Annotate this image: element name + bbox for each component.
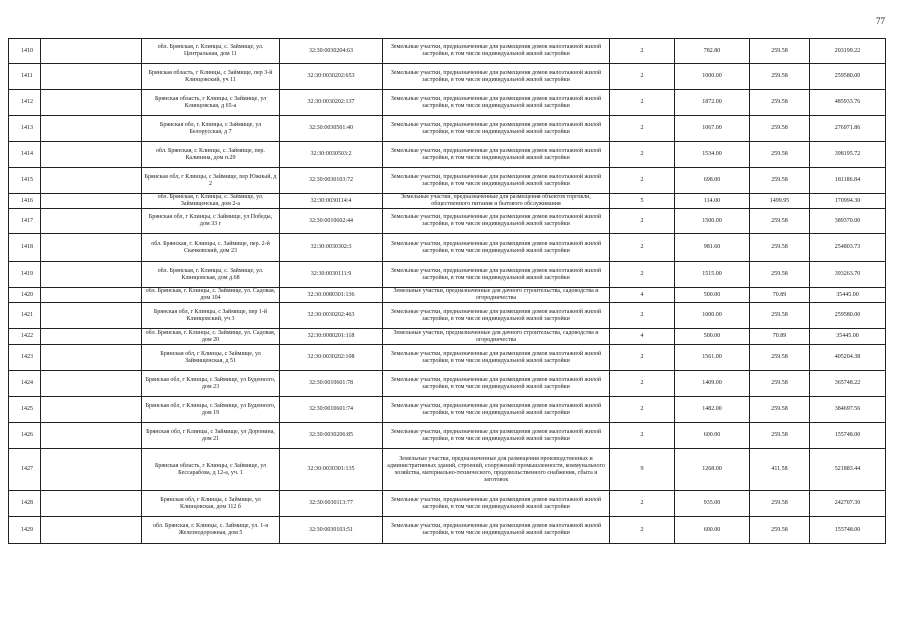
num-cell: 1429 <box>9 517 41 544</box>
area-cell: 600.00 <box>675 517 750 544</box>
cadastral-cell: 32:30:0010601:74 <box>280 397 383 423</box>
spacer-cell <box>41 517 142 544</box>
area-cell: 981.60 <box>675 234 750 262</box>
value-cell: 242707.30 <box>810 491 886 517</box>
cadastral-cell: 32:30:0030301:135 <box>280 449 383 491</box>
num-cell: 1425 <box>9 397 41 423</box>
address-cell: обл. Брянская, г. Клинцы, с. Займище, ул. Садовая, дом 20 <box>142 329 280 345</box>
address-cell: Брянская обл, г Клинцы, с Займище, ул Победы, дом 33 г <box>142 209 280 234</box>
purpose-cell: Земельные участки, предназначенные для размещения домов малоэтажной жилой застройки, в том числе индивидуальной жилой застройки <box>383 64 610 90</box>
address-cell: Брянская обл, г. Клинцы, с Займище, ул Белорусская, д 7 <box>142 116 280 142</box>
area-cell: 500.00 <box>675 288 750 303</box>
table-row <box>9 168 886 194</box>
value-cell: 170994.30 <box>810 194 886 209</box>
group-cell: 4 <box>610 288 675 303</box>
group-cell: 2 <box>610 168 675 194</box>
purpose-cell: Земельные участки, предназначенные для размещения домов малоэтажной жилой застройки, в том числе индивидуальной жилой застройки <box>383 209 610 234</box>
spacer-cell <box>41 262 142 288</box>
num-cell: 1417 <box>9 209 41 234</box>
cadastral-cell: 32:30:0030202:108 <box>280 345 383 371</box>
spacer-cell <box>41 371 142 397</box>
group-cell: 2 <box>610 491 675 517</box>
table-row <box>9 90 886 116</box>
value-cell: 35445.00 <box>810 329 886 345</box>
num-cell: 1413 <box>9 116 41 142</box>
area-cell: 1561.00 <box>675 345 750 371</box>
value-cell: 405204.38 <box>810 345 886 371</box>
rate-cell: 259.58 <box>750 64 810 90</box>
purpose-cell: Земельные участки, предназначенные для размещения домов малоэтажной жилой застройки, в том числе индивидуальной жилой застройки <box>383 303 610 329</box>
rate-cell: 411.58 <box>750 449 810 491</box>
table-row <box>9 329 886 345</box>
rate-cell: 259.58 <box>750 209 810 234</box>
value-cell: 398195.72 <box>810 142 886 168</box>
purpose-cell: Земельные участки, предназначенные для размещения объектов торговли, общественного питания и бытового обслуживания <box>383 194 610 209</box>
spacer-cell <box>41 345 142 371</box>
num-cell: 1412 <box>9 90 41 116</box>
rate-cell: 1499.95 <box>750 194 810 209</box>
rate-cell: 259.58 <box>750 345 810 371</box>
num-cell: 1411 <box>9 64 41 90</box>
area-cell: 114.00 <box>675 194 750 209</box>
rate-cell: 259.58 <box>750 517 810 544</box>
num-cell: 1422 <box>9 329 41 345</box>
address-cell: Брянская обл, г Клинцы, с Займище, ул Займищенская, д 51 <box>142 345 280 371</box>
purpose-cell: Земельные участки, предназначенные для размещения домов малоэтажной жилой застройки, в том числе индивидуальной жилой застройки <box>383 397 610 423</box>
area-cell: 782.80 <box>675 39 750 64</box>
rate-cell: 259.58 <box>750 491 810 517</box>
cadastral-cell: 32:30:0080201:118 <box>280 329 383 345</box>
area-cell: 1500.00 <box>675 209 750 234</box>
group-cell: 4 <box>610 329 675 345</box>
address-cell: Брянская область, г Клинцы, с Займище, ул Бессарабова, д 12-а, уч. 1 <box>142 449 280 491</box>
cadastral-cell: 32:30:0030113:77 <box>280 491 383 517</box>
num-cell: 1419 <box>9 262 41 288</box>
address-cell: обл. Брянская, г. Клинцы, с. Займище, ул. Займищенская, дом 2-а <box>142 194 280 209</box>
num-cell: 1421 <box>9 303 41 329</box>
cadastral-cell: 32:30:0030501:40 <box>280 116 383 142</box>
area-cell: 1872.00 <box>675 90 750 116</box>
address-cell: Брянская обл, г Клинцы, с Займище, ул Клинцовская, дом 112 б <box>142 491 280 517</box>
cadastral-cell: 32:30:0030204:63 <box>280 39 383 64</box>
rate-cell: 259.58 <box>750 39 810 64</box>
table-row <box>9 64 886 90</box>
value-cell: 485933.76 <box>810 90 886 116</box>
group-cell: 2 <box>610 64 675 90</box>
area-cell: 1000.00 <box>675 303 750 329</box>
cadastral-cell: 32:30:0030111:9 <box>280 262 383 288</box>
cadastral-value-table <box>8 38 886 544</box>
purpose-cell: Земельные участки, предназначенные для размещения домов малоэтажной жилой застройки, в том числе индивидуальной жилой застройки <box>383 234 610 262</box>
num-cell: 1416 <box>9 194 41 209</box>
spacer-cell <box>41 39 142 64</box>
group-cell: 2 <box>610 262 675 288</box>
group-cell: 2 <box>610 517 675 544</box>
address-cell: Брянская обл, г Клинцы, с Займище, пер 1-й Клинцовский, уч 3 <box>142 303 280 329</box>
group-cell: 2 <box>610 345 675 371</box>
table-row <box>9 397 886 423</box>
area-cell: 600.00 <box>675 423 750 449</box>
group-cell: 2 <box>610 234 675 262</box>
spacer-cell <box>41 209 142 234</box>
table-row <box>9 194 886 209</box>
cadastral-cell: 32:30:0030302:3 <box>280 234 383 262</box>
spacer-cell <box>41 397 142 423</box>
spacer-cell <box>41 116 142 142</box>
rate-cell: 259.58 <box>750 423 810 449</box>
cadastral-cell: 32:30:0010602:44 <box>280 209 383 234</box>
area-cell: 1534.00 <box>675 142 750 168</box>
address-cell: обл. Брянская, г. Клинцы, с. Займище, ул. Клинцовская, дом д.68 <box>142 262 280 288</box>
purpose-cell: Земельные участки, предназначенные для размещения домов малоэтажной жилой застройки, в том числе индивидуальной жилой застройки <box>383 371 610 397</box>
table-row <box>9 491 886 517</box>
spacer-cell <box>41 423 142 449</box>
cadastral-cell: 32:30:0030202:463 <box>280 303 383 329</box>
cadastral-cell: 32:30:0030503:2 <box>280 142 383 168</box>
purpose-cell: Земельные участки, предназначенные для размещения домов малоэтажной жилой застройки, в том числе индивидуальной жилой застройки <box>383 262 610 288</box>
value-cell: 155748.00 <box>810 517 886 544</box>
page-number: 77 <box>876 16 885 26</box>
value-cell: 389370.00 <box>810 209 886 234</box>
purpose-cell: Земельные участки, предназначенные для размещения домов малоэтажной жилой застройки, в том числе индивидуальной жилой застройки <box>383 142 610 168</box>
area-cell: 1268.00 <box>675 449 750 491</box>
num-cell: 1415 <box>9 168 41 194</box>
cadastral-cell: 32:30:0080301:136 <box>280 288 383 303</box>
group-cell: 2 <box>610 39 675 64</box>
group-cell: 2 <box>610 209 675 234</box>
address-cell: Брянская обл, г Клинцы, с Займище, ул Буденного, дом 19 <box>142 397 280 423</box>
purpose-cell: Земельные участки, предназначенные для размещения домов малоэтажной жилой застройки, в том числе индивидуальной жилой застройки <box>383 39 610 64</box>
cadastral-cell: 32:30:0030114:4 <box>280 194 383 209</box>
num-cell: 1420 <box>9 288 41 303</box>
table-row <box>9 209 886 234</box>
value-cell: 35445.00 <box>810 288 886 303</box>
rate-cell: 70.89 <box>750 288 810 303</box>
spacer-cell <box>41 90 142 116</box>
table-row <box>9 39 886 64</box>
purpose-cell: Земельные участки, предназначенные для дачного строительства, садоводства и огородничества <box>383 329 610 345</box>
area-cell: 698.00 <box>675 168 750 194</box>
address-cell: обл. Брянская, г. Клинцы, с. Займище, пер. 2-й Скачковский, дом 23 <box>142 234 280 262</box>
area-cell: 1000.00 <box>675 64 750 90</box>
address-cell: Брянская обл, г Клинцы, с Займище, пер Южный, д 2 <box>142 168 280 194</box>
num-cell: 1423 <box>9 345 41 371</box>
address-cell: Брянская область, г Клинцы, с Займище, пер 3-й Клинцовский, уч 11 <box>142 64 280 90</box>
area-cell: 1515.00 <box>675 262 750 288</box>
spacer-cell <box>41 449 142 491</box>
rate-cell: 259.58 <box>750 303 810 329</box>
address-cell: Брянская обл, г Клинцы, с Займище, ул Доронина, дом 21 <box>142 423 280 449</box>
rate-cell: 259.58 <box>750 168 810 194</box>
rate-cell: 259.58 <box>750 234 810 262</box>
address-cell: обл. Брянская, г. Клинцы, с. Займище, ул. Центральная, дом 11 <box>142 39 280 64</box>
spacer-cell <box>41 64 142 90</box>
purpose-cell: Земельные участки, предназначенные для размещения домов малоэтажной жилой застройки, в том числе индивидуальной жилой застройки <box>383 345 610 371</box>
rate-cell: 259.58 <box>750 371 810 397</box>
num-cell: 1426 <box>9 423 41 449</box>
spacer-cell <box>41 234 142 262</box>
group-cell: 2 <box>610 371 675 397</box>
group-cell: 2 <box>610 397 675 423</box>
group-cell: 2 <box>610 116 675 142</box>
table-row <box>9 234 886 262</box>
spacer-cell <box>41 288 142 303</box>
value-cell: 259580.00 <box>810 303 886 329</box>
num-cell: 1428 <box>9 491 41 517</box>
table-row <box>9 423 886 449</box>
cadastral-cell: 32:30:0030202:653 <box>280 64 383 90</box>
address-cell: обл. Брянская, г. Клинцы, с. Займище, ул. 1-я Железнодорожная, дом 5 <box>142 517 280 544</box>
num-cell: 1424 <box>9 371 41 397</box>
cadastral-cell: 32:30:0030103:51 <box>280 517 383 544</box>
cadastral-cell: 32:30:0010601:78 <box>280 371 383 397</box>
table-row <box>9 371 886 397</box>
group-cell: 5 <box>610 194 675 209</box>
purpose-cell: Земельные участки, предназначенные для размещения домов малоэтажной жилой застройки, в том числе индивидуальной жилой застройки <box>383 423 610 449</box>
purpose-cell: Земельные участки, предназначенные для размещения домов малоэтажной жилой застройки, в том числе индивидуальной жилой застройки <box>383 90 610 116</box>
rate-cell: 259.58 <box>750 142 810 168</box>
rate-cell: 70.89 <box>750 329 810 345</box>
num-cell: 1418 <box>9 234 41 262</box>
table-row <box>9 262 886 288</box>
area-cell: 500.00 <box>675 329 750 345</box>
address-cell: Брянская область, г Клинцы, с Займище, ул Клинцовская, д 65-а <box>142 90 280 116</box>
cadastral-cell: 32:30:0030206:85 <box>280 423 383 449</box>
rate-cell: 259.58 <box>750 90 810 116</box>
purpose-cell: Земельные участки, предназначенные для размещения домов малоэтажной жилой застройки, в том числе индивидуальной жилой застройки <box>383 168 610 194</box>
table-body <box>9 39 886 544</box>
address-cell: Брянская обл, г Клинцы, с Займище, ул Буденного, дом 23 <box>142 371 280 397</box>
value-cell: 521883.44 <box>810 449 886 491</box>
cadastral-cell: 32:30:0030202:137 <box>280 90 383 116</box>
group-cell: 2 <box>610 142 675 168</box>
value-cell: 259580.00 <box>810 64 886 90</box>
area-cell: 1409.00 <box>675 371 750 397</box>
value-cell: 254803.73 <box>810 234 886 262</box>
group-cell: 2 <box>610 423 675 449</box>
num-cell: 1414 <box>9 142 41 168</box>
purpose-cell: Земельные участки, предназначенные для дачного строительства, садоводства и огородничества <box>383 288 610 303</box>
table-row <box>9 116 886 142</box>
area-cell: 1067.00 <box>675 116 750 142</box>
rate-cell: 259.58 <box>750 262 810 288</box>
value-cell: 365748.22 <box>810 371 886 397</box>
spacer-cell <box>41 194 142 209</box>
group-cell: 9 <box>610 449 675 491</box>
num-cell: 1410 <box>9 39 41 64</box>
spacer-cell <box>41 491 142 517</box>
group-cell: 2 <box>610 303 675 329</box>
value-cell: 276971.86 <box>810 116 886 142</box>
area-cell: 1482.00 <box>675 397 750 423</box>
address-cell: обл. Брянская, г. Клинцы, с. Займище, ул. Садовая, дом 104 <box>142 288 280 303</box>
area-cell: 935.00 <box>675 491 750 517</box>
rate-cell: 259.58 <box>750 397 810 423</box>
rate-cell: 259.58 <box>750 116 810 142</box>
value-cell: 393263.70 <box>810 262 886 288</box>
cadastral-cell: 32:30:0030103:72 <box>280 168 383 194</box>
table-row <box>9 142 886 168</box>
spacer-cell <box>41 329 142 345</box>
value-cell: 384697.56 <box>810 397 886 423</box>
purpose-cell: Земельные участки, предназначенные для размещения домов малоэтажной жилой застройки, в том числе индивидуальной жилой застройки <box>383 517 610 544</box>
table-row <box>9 449 886 491</box>
table-row <box>9 345 886 371</box>
address-cell: обл. Брянская, г. Клинцы, с. Займище, пер. Калинина, дом п.29 <box>142 142 280 168</box>
value-cell: 155748.00 <box>810 423 886 449</box>
table-row <box>9 288 886 303</box>
table-row <box>9 517 886 544</box>
purpose-cell: Земельные участки, предназначенные для размещения домов малоэтажной жилой застройки, в том числе индивидуальной жилой застройки <box>383 491 610 517</box>
value-cell: 181186.84 <box>810 168 886 194</box>
num-cell: 1427 <box>9 449 41 491</box>
value-cell: 203199.22 <box>810 39 886 64</box>
spacer-cell <box>41 142 142 168</box>
purpose-cell: Земельные участки, предназначенные для размещения домов малоэтажной жилой застройки, в том числе индивидуальной жилой застройки <box>383 116 610 142</box>
group-cell: 2 <box>610 90 675 116</box>
purpose-cell: Земельные участки, предназначенные для размещения производственных и административных зданий, строений, сооружений промышленности, коммунального хозяйства, материально-технического, продовольственного снабжения, сбыта и заготовок <box>383 449 610 491</box>
spacer-cell <box>41 303 142 329</box>
table-row <box>9 303 886 329</box>
spacer-cell <box>41 168 142 194</box>
